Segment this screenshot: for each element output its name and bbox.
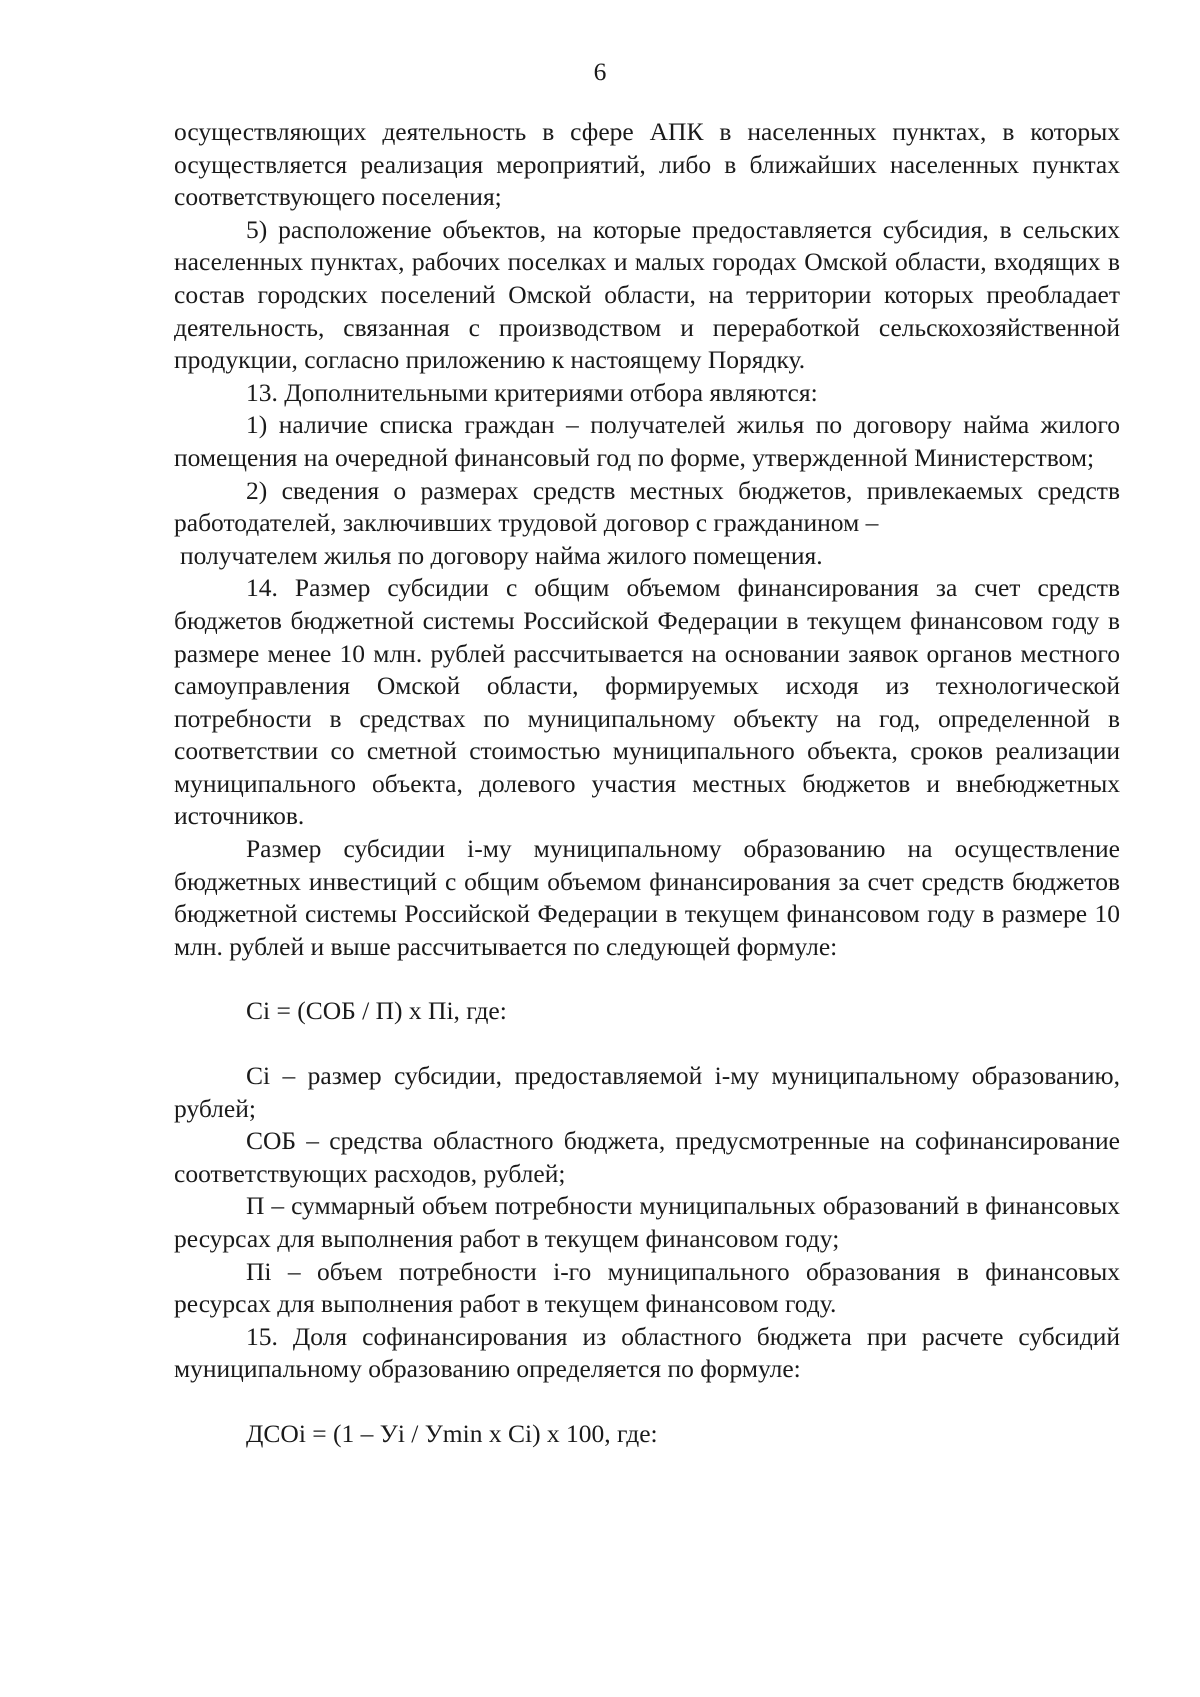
paragraph-def-p: П – суммарный объем потребности муниципальных образований в финансовых ресурсах для выполнения работ в текущем финансовом году; [174, 1191, 1120, 1253]
paragraph-section-15: 15. Доля софинансирования из областного бюджета при расчете субсидий муниципальному образованию определяется по формуле: [174, 1321, 1120, 1384]
paragraph-additional-criterion-2: 2) сведения о размерах средств местных бюджетов, привлекаемых средств работодателей, заключивших трудовой договор с гражданином – [174, 475, 1120, 538]
paragraph-def-sob: СОБ – средства областного бюджета, предусмотренные на софинансирование соответствующих расходов, рублей; [174, 1126, 1120, 1188]
paragraph-subsidy-size: Размер субсидии i-му муниципальному образованию на осуществление бюджетных инвестиций с общим объемом финансирования за счет средств бюджетов бюджетной системы Российской Федерации в текущем финансовом году в размере 10 млн. рублей и выше рассчитывается по следующей формуле: [174, 834, 1120, 961]
paragraph-def-ci: Ci – размер субсидии, предоставляемой i-му муниципальному образованию, рублей; [174, 1061, 1120, 1123]
paragraph-section-14: 14. Размер субсидии с общим объемом финансирования за счет средств бюджетов бюджетной системы Российской Федерации в текущем финансовом году в размере менее 10 млн. рублей рассчитывается на основании заявок органов местного самоуправления Омской области, формируемых исходя из технологической потребности в средствах по муниципальному объекту на год, определенной в соответствии со сметной стоимостью муниципального объекта, сроков реализации муниципального объекта, долевого участия местных бюджетов и внебюджетных источников. [174, 573, 1120, 831]
paragraph-section-13: 13. Дополнительными критериями отбора являются: [246, 377, 818, 407]
paragraph-additional-criterion-1: 1) наличие списка граждан – получателей жилья по договору найма жилого помещения на очередной финансовый год по форме, утвержденной Министерством; [174, 410, 1120, 472]
paragraph-def-pi: Пi – объем потребности i-го муниципального образования в финансовых ресурсах для выполнения работ в текущем финансовом году. [174, 1256, 1120, 1319]
paragraph-apk-continuation: осуществляющих деятельность в сфере АПК в населенных пунктах, в которых осуществляется реализация мероприятий, либо в ближайших населенных пунктах соответствующего поселения; [174, 117, 1120, 212]
paragraph-criterion-5: 5) расположение объектов, на которые предоставляется субсидия, в сельских населенных пунктах, рабочих поселках и малых городах Омской области, входящих в состав городских поселений Омской области, на территории которых преобладает деятельность, связанная с производством и переработкой сельскохозяйственной продукции, согласно приложению к настоящему Порядку. [174, 214, 1120, 375]
document-body [174, 116, 1120, 1451]
page-number: 6 [593, 57, 607, 86]
formula-subsidy: Ci = (СОБ / П) x Пi, где: [246, 996, 507, 1026]
paragraph-additional-criterion-2-end: получателем жилья по договору найма жилого помещения. [180, 540, 823, 570]
formula-cofinancing-share: ДСОi = (1 – Уi / Уmin x Ci) x 100, где: [246, 1418, 658, 1448]
